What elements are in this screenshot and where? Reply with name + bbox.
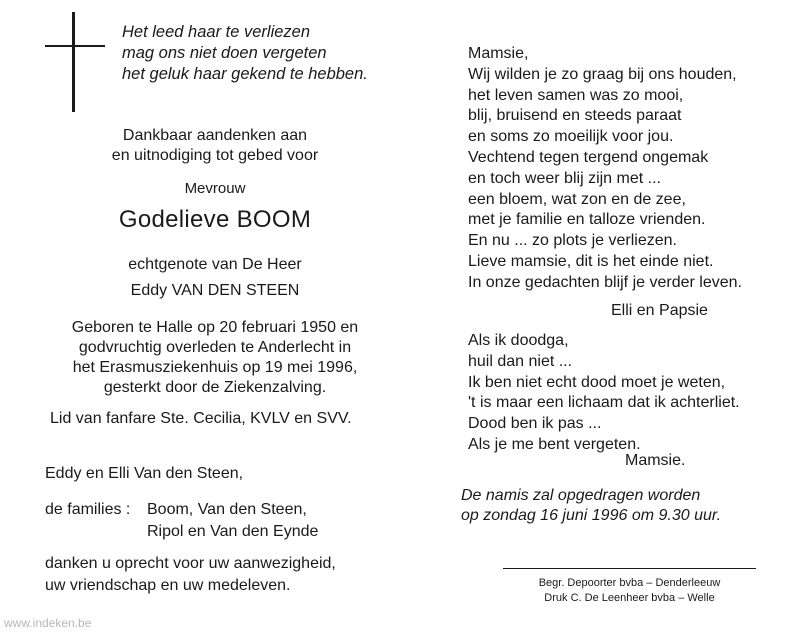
credits — [503, 576, 756, 606]
thanks-line: danken u oprecht voor uw aanwezigheid, — [45, 555, 336, 572]
intro — [60, 126, 370, 166]
bio-line: gesterkt door de Ziekenzalving. — [103, 379, 327, 396]
poem-line: huil dan niet ... — [468, 352, 573, 370]
verse-line: het geluk haar gekend te hebben. — [122, 65, 368, 83]
poem-line: Wij wilden je zo graag bij ons houden, — [468, 65, 737, 83]
poem-line: een bloem, wat zon en de zee, — [468, 190, 686, 208]
poem-line: Als je me bent vergeten. — [468, 435, 641, 453]
poem-line: Dood ben ik pas ... — [468, 415, 602, 433]
poem-line: Lieve mamsie, dit is het einde niet. — [468, 252, 714, 270]
deceased-name: Godelieve BOOM — [118, 206, 312, 233]
family-line: Boom, Van den Steen, — [147, 501, 307, 518]
survivors: Eddy en Elli Van den Steen, — [45, 465, 244, 482]
intro-line: Dankbaar aandenken aan — [122, 127, 308, 144]
poem-1 — [468, 44, 742, 294]
watermark: www.indeken.be — [4, 616, 92, 630]
poem-2 — [468, 331, 740, 456]
mass-announcement — [461, 486, 721, 526]
families-label: de families : — [45, 501, 131, 518]
mass-line: op zondag 16 juni 1996 om 9.30 uur. — [461, 507, 722, 524]
membership: Lid van fanfare Ste. Cecilia, KVLV en SVV. — [50, 410, 352, 427]
poem-1-signature: Elli en Papsie — [611, 302, 708, 319]
poem-line: Vechtend tegen tergend ongemak — [468, 148, 709, 166]
divider — [503, 568, 756, 569]
salutation: Mevrouw — [184, 180, 246, 197]
bio-line: godvruchtig overleden te Anderlecht in — [78, 339, 352, 356]
poem-2-signature: Mamsie. — [625, 452, 686, 469]
spouse-line: echtgenote van De Heer — [128, 256, 302, 273]
mass-line: De namis zal opgedragen worden — [461, 487, 701, 504]
thanks-line: uw vriendschap en uw medeleven. — [45, 577, 291, 594]
poem-line: 't is maar een lichaam dat ik achterliet. — [468, 394, 740, 412]
poem-line: Mamsie, — [468, 45, 529, 62]
family-line: Ripol en Van den Eynde — [147, 523, 319, 540]
thanks — [45, 553, 336, 597]
verse-line: mag ons niet doen vergeten — [122, 44, 327, 62]
credit-line: Druk C. De Leenheer bvba – Welle — [544, 592, 715, 604]
poem-line: En nu ... zo plots je verliezen. — [468, 232, 677, 250]
bio-line: het Erasmusziekenhuis op 19 mei 1996, — [72, 359, 358, 376]
intro-line: en uitnodiging tot gebed voor — [111, 147, 319, 164]
opening-verse — [122, 22, 368, 85]
biography — [45, 318, 385, 398]
poem-line: Als ik doodga, — [468, 332, 569, 349]
credit-line: Begr. Depoorter bvba – Denderleeuw — [538, 577, 721, 589]
poem-line: en soms zo moeilijk voor jou. — [468, 128, 674, 146]
verse-line: Het leed haar te verliezen — [122, 23, 311, 41]
bio-line: Geboren te Halle op 20 februari 1950 en — [71, 319, 359, 336]
poem-line: blij, bruisend en steeds paraat — [468, 107, 682, 125]
poem-line: In onze gedachten blijf je verder leven. — [468, 273, 742, 291]
poem-line: met je familie en talloze vrienden. — [468, 211, 706, 229]
poem-line: en toch weer blij zijn met ... — [468, 169, 661, 187]
spouse-name: Eddy VAN DEN STEEN — [130, 282, 300, 299]
poem-line: Ik ben niet echt dood moet je weten, — [468, 373, 726, 391]
poem-line: het leven samen was zo mooi, — [468, 86, 684, 104]
families-list — [147, 500, 318, 542]
